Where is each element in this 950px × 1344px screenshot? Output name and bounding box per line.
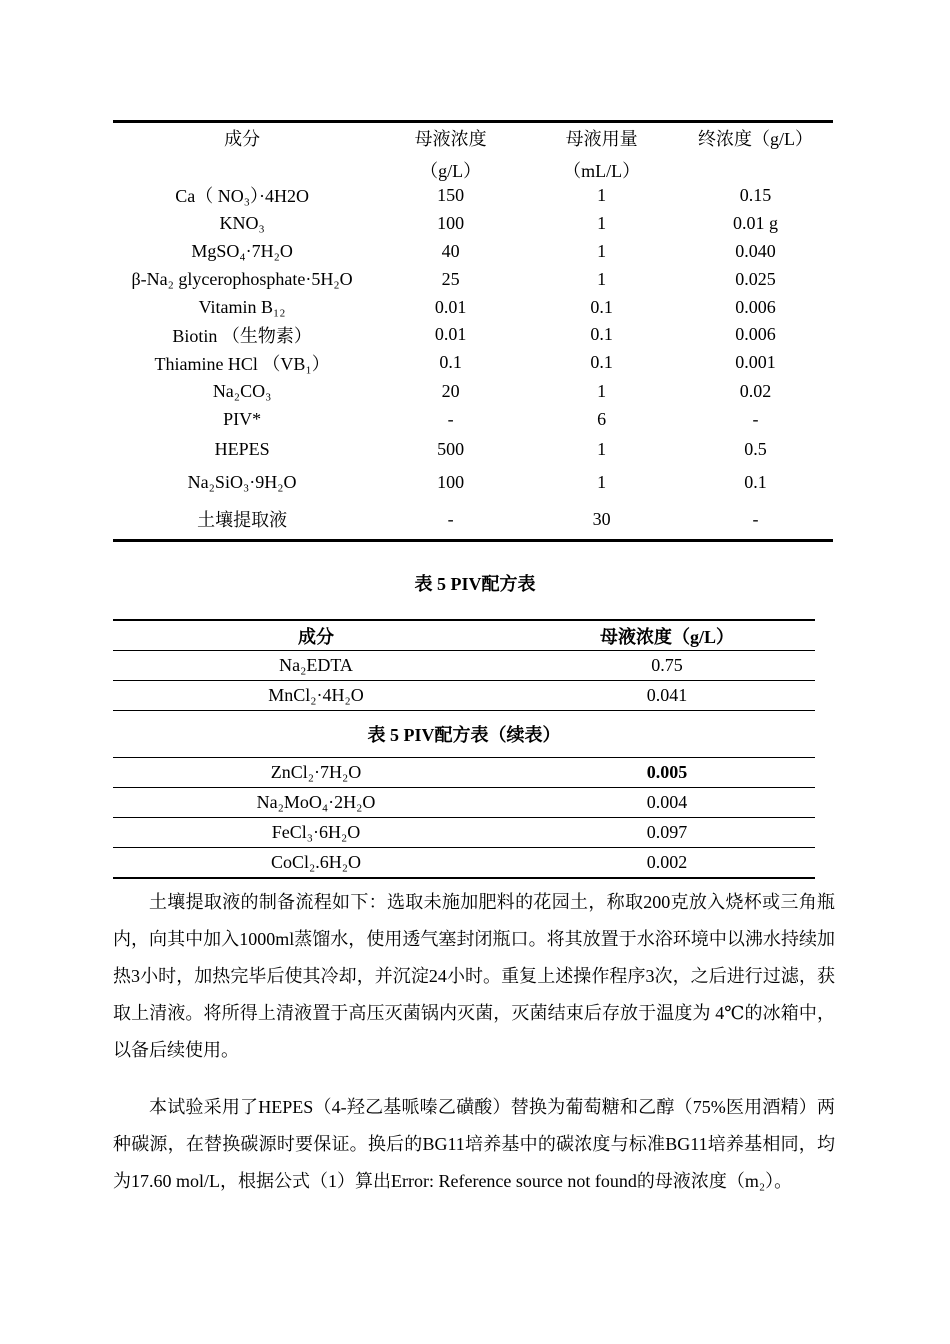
table-row [113, 848, 815, 877]
table-cell: 40 [441, 240, 460, 261]
table-cell: 1 [597, 240, 607, 261]
table-row [113, 181, 833, 209]
table-cell: 0.01 g [733, 212, 779, 233]
table-cell: Vitamin B₁₂ [198, 296, 286, 317]
table-cell: 0.1 [590, 352, 613, 372]
table-row [113, 348, 833, 377]
table-cell: 0.005 [646, 762, 688, 782]
table-cell: 1 [597, 381, 607, 401]
table-cell: Na₂EDTA [279, 655, 353, 675]
table-cell: Na₂MoO₄·2H₂O [256, 792, 376, 812]
table-cell: 25 [441, 268, 460, 289]
table-cell: 0.1 [439, 352, 462, 372]
table-cell: 0.006 [735, 296, 776, 317]
table-row [113, 321, 833, 348]
table-row [113, 818, 815, 848]
table-cell: 0.041 [646, 685, 688, 705]
table-cell: Na₂SiO₃·9H₂O [187, 472, 297, 492]
table-cell: ZnCl₂·7H₂O [270, 762, 362, 782]
table-cell: 土壤提取液 [197, 510, 288, 530]
table-cell: 100 [437, 472, 465, 492]
table-cell: PIV* [223, 409, 262, 429]
table-row [113, 209, 833, 237]
table-cell: β-Na₂ glycerophosphate·5H₂O [131, 268, 353, 289]
header-text: 母液用量 [565, 129, 638, 149]
table-cell: Biotin （生物素） [172, 325, 312, 346]
piv-table [113, 619, 815, 879]
paragraph: 本试验采用了HEPES（4-羟乙基哌嗪乙磺酸）替换为葡萄糖和乙醇（75%医用酒精）两种碳源，在替换碳源时要保证。换后的BG11培养基中的碳浓度与标准BG11培养基相同，均为17.60 mol/L，根据公式（1）算出Error: Reference source not found的母液浓度（m₂）。 [113, 1097, 835, 1191]
table-cell: 0.097 [646, 822, 688, 842]
table-header-row [113, 621, 815, 651]
header-text: 母液浓度 [414, 129, 487, 149]
table-cell: - [447, 508, 454, 529]
header-cell [525, 125, 678, 183]
table-cell: 0.1 [744, 472, 767, 492]
table-cell: 0.01 [434, 296, 467, 317]
bg11-medium-table [113, 120, 833, 542]
table-cell: 500 [437, 439, 465, 459]
table-cell: - [447, 409, 454, 429]
table-row [113, 377, 833, 406]
table-cell: 0.040 [735, 240, 776, 261]
table-cell: MgSO₄·7H₂O [191, 240, 293, 261]
table-cell: - [752, 409, 759, 429]
table-cell: 0.5 [744, 439, 767, 459]
table-row [113, 651, 815, 681]
header-text: 终浓度（g/L） [698, 129, 814, 149]
table-row [113, 788, 815, 818]
table-cell: 0.1 [590, 324, 613, 344]
table-cell: 0.002 [646, 852, 688, 872]
header-unit: （mL/L） [563, 161, 641, 181]
table-cell: 0.15 [739, 184, 772, 205]
table-cell: 0.01 [434, 324, 467, 344]
table-cell: KNO₃ [219, 212, 265, 233]
table-cell: FeCl₃·6H₂O [271, 822, 361, 842]
table-cell: MnCl₂·4H₂O [268, 685, 364, 705]
table-cell: 0.75 [651, 655, 683, 675]
header-cell [376, 125, 525, 183]
paragraph: 土壤提取液的制备流程如下：选取未施加肥料的花园土，称取200克放入烧杯或三角瓶内，向其中加入1000ml蒸馏水，使用透气塞封闭瓶口。将其放置于水浴环境中以沸水持续加热3小时，加热完毕后使其冷却，并沉淀24小时。重复上述操作程序3次，之后进行过滤，获取上清液。将所得上清液置于高压灭菌锅内灭菌，灭菌结束后存放于温度为 4℃的冰箱中，以备后续使用。 [113, 892, 835, 1060]
table-cell: 30 [592, 508, 611, 529]
table-cell: 0.02 [739, 381, 772, 401]
table-row [113, 499, 833, 539]
header-cell: 母液浓度（g/L） [599, 626, 734, 647]
table-cell: HEPES [214, 439, 270, 459]
table-row [113, 293, 833, 321]
table-cell: 20 [441, 381, 460, 401]
table-row [113, 433, 833, 466]
table-row [113, 681, 815, 711]
table-cell: 0.1 [590, 296, 613, 317]
table-cell: 1 [597, 439, 607, 459]
table-cell: 1 [597, 472, 607, 492]
table-cell: CoCl₂.6H₂O [270, 852, 362, 872]
header-text: 成分 [224, 129, 261, 149]
continued-caption: 表 5 PIV配方表（续表） [113, 711, 815, 758]
table-row [113, 237, 833, 265]
table-cell: Na₂CO₃ [212, 381, 272, 401]
header-cell: 成分 [298, 626, 334, 647]
table-cell: Thiamine HCl （VB₁） [154, 353, 330, 374]
table-cell: 0.001 [735, 352, 776, 372]
table-cell: 0.025 [735, 268, 776, 289]
table-row [113, 466, 833, 499]
header-cell [113, 125, 371, 151]
header-unit: （g/L） [420, 161, 482, 181]
table-caption: 表 5 PIV配方表 [414, 574, 536, 594]
table-row [113, 265, 833, 293]
table-row [113, 758, 815, 788]
table-cell: - [752, 508, 759, 529]
table-header-row [113, 123, 833, 181]
table-cell: 100 [437, 212, 465, 233]
table-cell: Ca（ NO₃）·4H2O [175, 186, 309, 206]
table-cell: 1 [597, 184, 607, 205]
table-cell: 1 [597, 212, 607, 233]
table-cell: 150 [437, 184, 465, 205]
table-cell: 0.004 [646, 792, 688, 812]
table-cell: 6 [597, 409, 607, 429]
header-cell [678, 125, 833, 151]
table-cell: 0.006 [735, 324, 776, 344]
table-row [113, 406, 833, 433]
table-cell: 1 [597, 268, 607, 289]
